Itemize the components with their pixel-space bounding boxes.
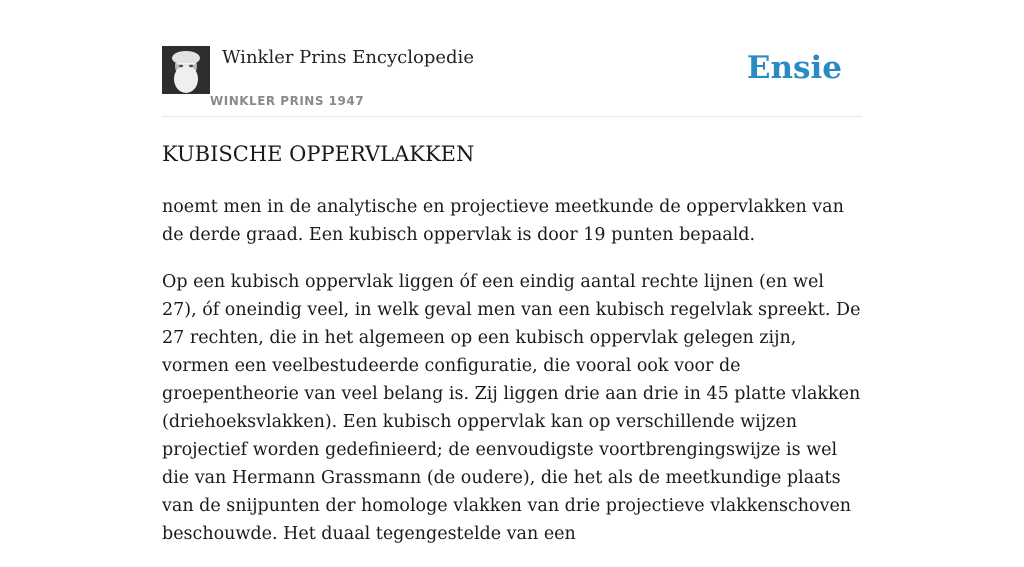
article <box>162 140 862 567</box>
article-title: KUBISCHE OPPERVLAKKEN <box>162 142 475 166</box>
brand-logo[interactable]: Ensie <box>746 50 842 86</box>
source-header <box>162 46 862 117</box>
portrait-icon <box>162 46 210 94</box>
article-paragraph: Op een kubisch oppervlak liggen óf een eindig aantal rechte lijnen (en wel 27), óf oneindig veel, in welk geval men van een kubisch regelvlak spreekt. De 27 rechten, die in het algemeen op een kubisch oppervlak gelegen zijn, vormen een veelbestudeerde configuratie, die vooral ook voor de groepentheorie van veel belang is. Zij liggen drie aan drie in 45 platte vlakken (driehoeksvlakken). Een kubisch oppervlak kan op verschillende wijzen projectief worden gedefinieerd; de eenvoudigste voortbrengingswijze is wel die van Hermann Grassmann (de oudere), die het als de meetkundige plaats van de snijpunten der homologe vlakken van drie projectieve vlakkenschoven beschouwde. Het duaal tegengestelde van een <box>162 272 861 544</box>
source-title[interactable]: Winkler Prins Encyclopedie <box>222 47 474 68</box>
edition-label[interactable]: WINKLER PRINS 1947 <box>210 94 365 108</box>
avatar[interactable] <box>162 46 210 94</box>
article-paragraph: noemt men in de analytische en projectieve meetkunde de oppervlakken van de derde graad. Een kubisch oppervlak is door 19 punten bepaald. <box>162 197 844 245</box>
